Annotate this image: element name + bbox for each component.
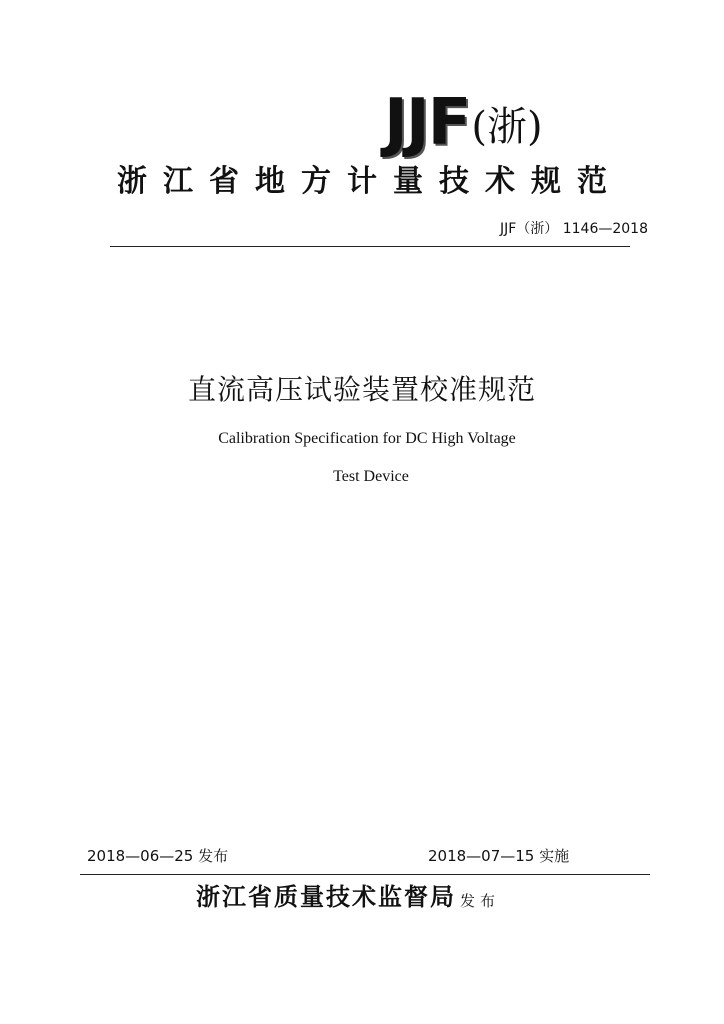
bottom-divider <box>80 874 650 875</box>
logo-suffix: (浙) <box>471 104 543 150</box>
document-title-zh: 直流高压试验装置校准规范 <box>187 373 536 406</box>
top-divider <box>110 246 630 247</box>
jjf-logo <box>384 86 634 160</box>
implementation-date: 2018—07—15 实施 <box>428 847 570 865</box>
document-number: JJF（浙） 1146—2018 <box>499 221 648 237</box>
org-title: 浙江省地方计量技术规范 <box>117 164 623 199</box>
document-title-en-line1: Calibration Specification for DC High Voltage <box>218 430 516 447</box>
issue-date: 2018—06—25 发布 <box>87 847 229 865</box>
issuer-line <box>196 880 500 914</box>
issuer-name: 浙江省质量技术监督局 <box>196 882 456 911</box>
document-title-en-line2: Test Device <box>333 468 409 485</box>
logo-letters: JJF <box>384 86 470 160</box>
issuer-action: 发布 <box>460 892 501 910</box>
